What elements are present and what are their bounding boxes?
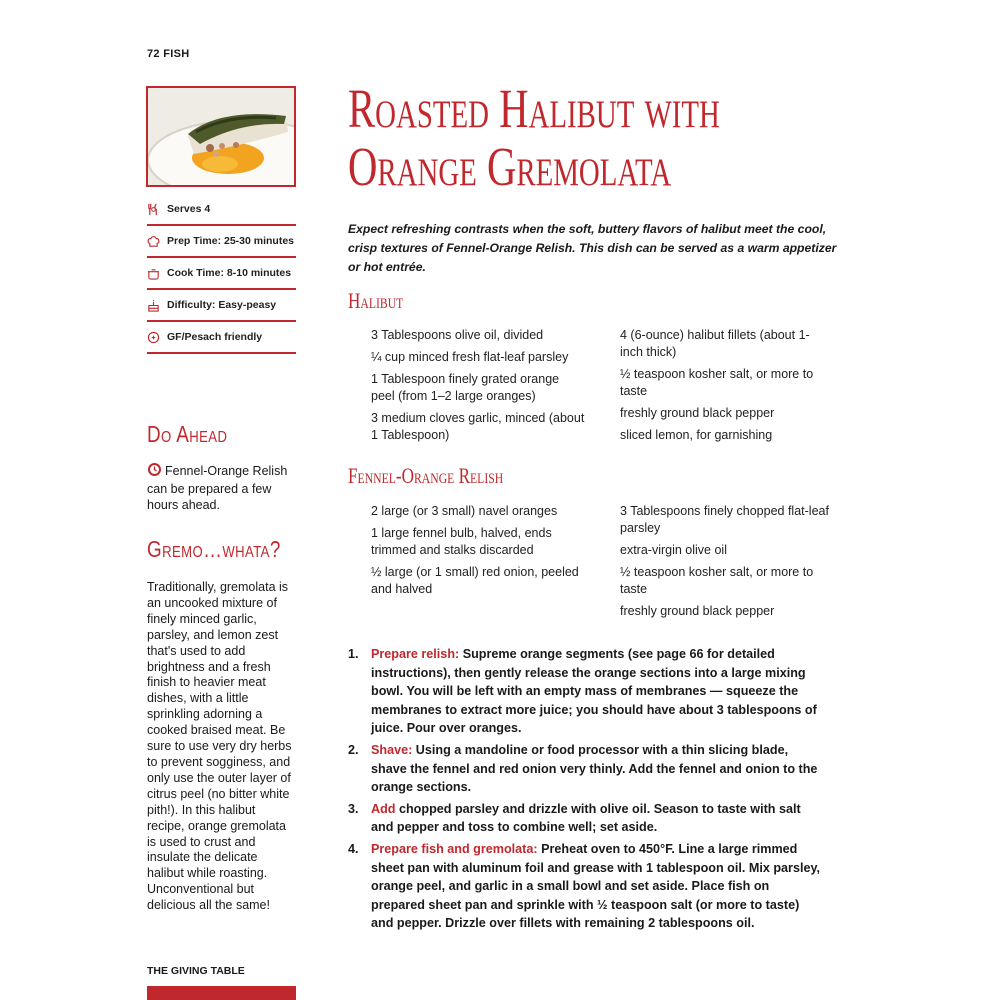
meta-label: Difficulty: Easy-peasy — [167, 299, 277, 311]
ingredient-item: ½ teaspoon kosher salt, or more to taste — [620, 565, 814, 596]
relish-ingredients-left — [371, 503, 586, 603]
meta-label: Prep Time: 25-30 minutes — [167, 235, 295, 247]
ingredient-item: 3 Tablespoons olive oil, divided — [371, 328, 544, 342]
recipe-intro: Expect refreshing contrasts when the soft, buttery flavors of halibut meet the cool, crisp textures of Fennel-Orange Relish. This dish can be served as a warm appetizer or hot entrée. — [348, 222, 837, 274]
recipe-title-line2: Orange Gremolata — [348, 136, 672, 197]
footer-bar — [147, 986, 296, 1000]
step-lead: Add — [371, 801, 396, 816]
step-lead: Prepare relish: — [371, 647, 460, 661]
relish-ingredients-right — [620, 503, 830, 625]
instruction-step — [348, 645, 823, 738]
meta-label: Cook Time: 8-10 minutes — [167, 267, 292, 279]
step-text: chopped parsley and drizzle with olive oil. Season to taste with salt and pepper and toss to combine well; set aside. — [371, 801, 801, 835]
gremo-heading: Gremo…whata? — [147, 536, 281, 562]
halibut-ingredients-right — [620, 327, 830, 449]
do-ahead-note — [147, 462, 297, 513]
ingredient-item: ½ large (or 1 small) red onion, peeled and halved — [371, 565, 579, 596]
relish-heading: Fennel-Orange Relish — [348, 463, 504, 488]
ingredient-item: 2 large (or 3 small) navel oranges — [371, 504, 558, 518]
halibut-heading: Halibut — [348, 288, 404, 313]
step-number: 1. — [348, 647, 359, 661]
ingredient-item: 1 Tablespoon finely grated orange peel (from 1–2 large oranges) — [371, 372, 560, 403]
meta-serves — [147, 194, 296, 226]
page-number-header: 72 FISH — [147, 48, 190, 60]
ingredient-item: freshly ground black pepper — [620, 406, 775, 420]
clock-icon — [147, 462, 162, 481]
do-ahead-text: Fennel-Orange Relish can be prepared a few hours ahead. — [147, 464, 288, 512]
meta-cook-time — [147, 258, 296, 290]
ingredient-item: 1 large fennel bulb, halved, ends trimmed and stalks discarded — [371, 526, 552, 557]
instruction-steps — [348, 645, 823, 936]
ingredient-item: 4 (6-ounce) halibut fillets (about 1-inch thick) — [620, 328, 810, 359]
gf-badge-icon — [147, 331, 167, 344]
pot-icon — [147, 267, 167, 280]
dish-photo — [146, 86, 296, 187]
instruction-step — [348, 800, 823, 837]
step-number: 4. — [348, 841, 359, 856]
ingredient-item: ½ teaspoon kosher salt, or more to taste — [620, 367, 814, 398]
book-title-footer: THE GIVING TABLE — [147, 965, 245, 977]
ingredient-item: extra-virgin olive oil — [620, 543, 727, 557]
gremo-text: Traditionally, gremolata is an uncooked mixture of finely minced garlic, parsley, and lemon zest that's used to add brightness and a fresh finish to heavier meat dishes, with a little sprinkling adorning a cooked braised meat. Be sure to use very dry herbs to prevent sogginess, and only use the outer layer of citrus peel (no bitter white pith!). In this halibut recipe, orange gremolata is used to crust and insulate the delicate halibut while roasting. Unconventional but delicious all the same! — [147, 580, 292, 913]
cutlery-icon — [147, 203, 167, 216]
step-text: Preheat oven to 450°F. Line a large rimmed sheet pan with aluminum foil and grease with 1 tablespoon oil. Mix parsley, orange peel, and garlic in a small bowl and set aside. Place fish on prepared sheet pan and sprinkle with ½ teaspoon salt (or more to taste) and pepper. Drizzle over fillets with remaining 2 tablespoons oil. — [371, 841, 821, 931]
meta-difficulty — [147, 290, 296, 322]
cake-icon — [147, 299, 167, 312]
ingredient-item: sliced lemon, for garnishing — [620, 428, 773, 442]
step-text: Supreme orange segments (see page 66 for detailed instructions), then gently release the orange sections into a large mixing bowl. You will be left with an empty mass of membranes — squeeze the membranes to extract more juice; you should have about 3 tablespoons of juice. Pour over oranges. — [371, 647, 817, 736]
recipe-title-line1: Roasted Halibut with — [348, 78, 720, 139]
ingredient-item: ¼ cup minced fresh flat-leaf parsley — [371, 350, 569, 364]
meta-dietary — [147, 322, 296, 354]
meta-prep-time — [147, 226, 296, 258]
ingredient-item: 3 medium cloves garlic, minced (about 1 Tablespoon) — [371, 411, 585, 442]
meta-label: Serves 4 — [167, 203, 211, 215]
recipe-title — [348, 80, 762, 196]
step-lead: Prepare fish and gremolata: — [371, 841, 538, 856]
meta-label: GF/Pesach friendly — [167, 331, 263, 343]
step-number: 3. — [348, 801, 359, 816]
step-text: Using a mandoline or food processor with a thin slicing blade, shave the fennel and red onion very thinly. Add the fennel and onion to the orange sections. — [371, 742, 818, 795]
chef-hat-icon — [147, 235, 167, 248]
ingredient-item: 3 Tablespoons finely chopped flat-leaf parsley — [620, 504, 829, 535]
halibut-ingredients-left — [371, 327, 586, 449]
recipe-meta-list — [147, 194, 296, 354]
do-ahead-heading: Do Ahead — [147, 421, 228, 447]
ingredient-item: freshly ground black pepper — [620, 604, 775, 618]
step-lead: Shave: — [371, 742, 413, 757]
instruction-step — [348, 741, 823, 797]
step-number: 2. — [348, 742, 359, 757]
instruction-step — [348, 840, 823, 933]
